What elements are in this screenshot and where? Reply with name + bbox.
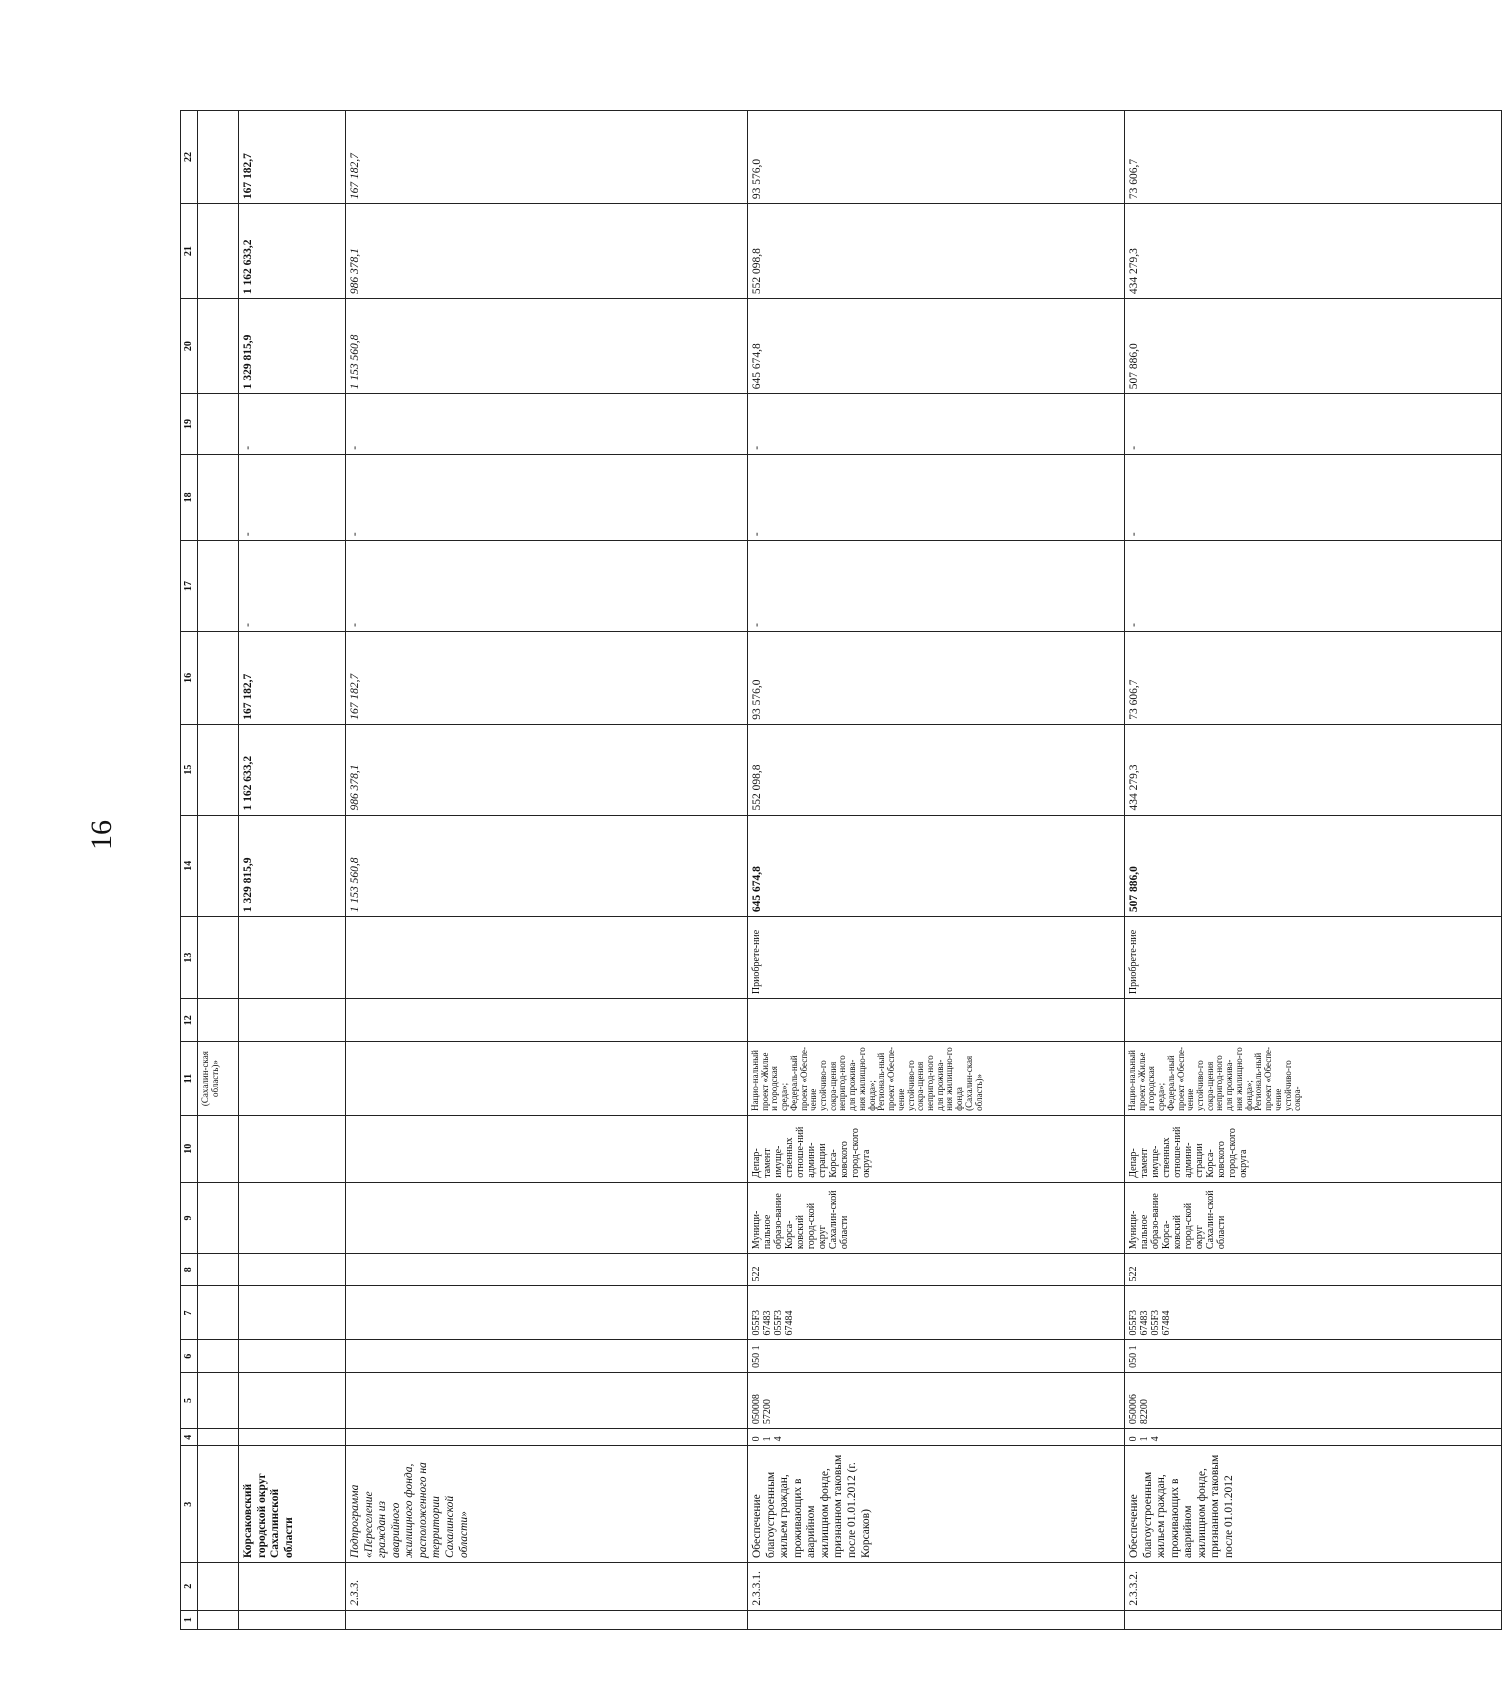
col-header: 2 xyxy=(181,1563,198,1611)
cell-item-number: 2.3.3. xyxy=(346,1563,748,1611)
cell-amount: 434 279,3 xyxy=(1125,204,1502,299)
cell-amount: 167 182,7 xyxy=(346,111,748,204)
cell-amount: - xyxy=(1125,541,1502,632)
cell-code: 055F3 67483 055F3 67484 xyxy=(1125,1286,1502,1340)
cell-amount: 507 886,0 xyxy=(1125,815,1502,917)
cell-municipal-entity: Муници-пальное образо-вание Корса-ковский город-ской округ Сахалин-ской области xyxy=(1125,1182,1502,1253)
col-header: 15 xyxy=(181,724,198,815)
col-header: 22 xyxy=(181,111,198,204)
cell-amount: 645 674,8 xyxy=(748,299,1125,394)
col-header: 8 xyxy=(181,1254,198,1286)
cell-amount: 73 606,7 xyxy=(1125,631,1502,724)
cell-amount: - xyxy=(346,541,748,632)
cell-code: 055F3 67483 055F3 67484 xyxy=(748,1286,1125,1340)
cell-item-number: 2.3.3.2. xyxy=(1125,1563,1502,1611)
cell-amount: 645 674,8 xyxy=(748,815,1125,917)
cell-amount: 1 153 560,8 xyxy=(346,815,748,917)
col-header: 1 xyxy=(181,1610,198,1629)
cell-amount: - xyxy=(748,454,1125,540)
col-header: 6 xyxy=(181,1340,198,1372)
cell-amount: 552 098,8 xyxy=(748,724,1125,815)
page-number: 16 xyxy=(85,820,118,850)
cell-amount: 93 576,0 xyxy=(748,631,1125,724)
cell-code: 0 1 4 xyxy=(1125,1429,1502,1446)
cell-municipal-entity: Муници-пальное образо-вание Корса-ковский город-ской округ Сахалин-ской области xyxy=(748,1182,1125,1253)
col-header: 5 xyxy=(181,1372,198,1428)
cell-amount: 167 182,7 xyxy=(346,631,748,724)
col-header: 9 xyxy=(181,1182,198,1253)
cell-amount: - xyxy=(346,394,748,455)
cell-code: 0 1 4 xyxy=(748,1429,1125,1446)
cell-amount: - xyxy=(1125,394,1502,455)
cell-amount: 986 378,1 xyxy=(346,204,748,299)
col-header: 10 xyxy=(181,1115,198,1182)
table-row xyxy=(748,111,1125,1630)
cell-department: Депар-тамент имуще-ственных отноше-ний админи-страции Корса-ковского город-ского округа xyxy=(748,1115,1125,1182)
cell-amount: 93 576,0 xyxy=(748,111,1125,204)
cell-method: Приобрете-ние xyxy=(748,917,1125,999)
col-header: 4 xyxy=(181,1429,198,1446)
cell-code: 050 1 xyxy=(748,1340,1125,1372)
cell-amount: 167 182,7 xyxy=(239,111,346,204)
cell-code: 050006 82200 xyxy=(1125,1372,1502,1428)
cell-measure: Обеспечение благоустроенным жильем граждан, проживающих в аварийном жилищном фонде, признанном таковым после 01.01.2012 (г. Корсаков) xyxy=(748,1446,1125,1563)
cell-amount: 507 886,0 xyxy=(1125,299,1502,394)
cell-amount: 986 378,1 xyxy=(346,724,748,815)
cell-code: 050 1 xyxy=(1125,1340,1502,1372)
cell-method: Приобрете-ние xyxy=(1125,917,1502,999)
cell-amount: - xyxy=(346,454,748,540)
cell-amount: 1 153 560,8 xyxy=(346,299,748,394)
cell-amount: 434 279,3 xyxy=(1125,724,1502,815)
budget-table-sheet xyxy=(180,110,1303,1630)
cell-item-number: 2.3.3.1. xyxy=(748,1563,1125,1611)
col-header: 12 xyxy=(181,999,198,1042)
cell-amount: 73 606,7 xyxy=(1125,111,1502,204)
cell-amount: - xyxy=(239,454,346,540)
table-row xyxy=(239,111,346,1630)
budget-table xyxy=(180,110,1502,1630)
cell-measure: Обеспечение благоустроенным жильем граждан, проживающих в аварийном жилищном фонде, признанном таковым после 01.01.2012 xyxy=(1125,1446,1502,1563)
cell-department: Депар-тамент имуще-ственных отноше-ний админи-страции Корса-ковского город-ского округа xyxy=(1125,1115,1502,1182)
col-header: 3 xyxy=(181,1446,198,1563)
cell-project: Нацио-нальный проект «Жилье и городская среда»; Федераль-ный проект «Обеспе-чение устойчиво-го сокра-щения непригод-ного для прожива-ния жилищно-го фонда»; Региональ-ный проект «Обеспе-чение устойчиво-го сокра- xyxy=(1125,1042,1502,1115)
cell-amount: 1 162 633,2 xyxy=(239,204,346,299)
col-header: 7 xyxy=(181,1286,198,1340)
cell-subprogram: Подпрограмма «Переселение граждан из аварийного жилищного фонда, расположенного на территории Сахалинской области» xyxy=(346,1446,748,1563)
col-header: 16 xyxy=(181,631,198,724)
table-row xyxy=(346,111,748,1630)
col-header: 11 xyxy=(181,1042,198,1115)
cell-amount: 1 329 815,9 xyxy=(239,299,346,394)
cell-amount: - xyxy=(748,394,1125,455)
col-header: 19 xyxy=(181,394,198,455)
cell-amount: 1 162 633,2 xyxy=(239,724,346,815)
cell-project: Нацио-нальный проект «Жилье и городская среда»; Федераль-ный проект «Обеспе-чение устойчиво-го сокра-щения непригод-ного для прожива-ния жилищно-го фонда»; Региональ-ный проект «Обеспе-чение устойчиво-го сокра-щения непригод-ного для прожива-ния жилищно-го фонда (Сахалин-ская область)» xyxy=(748,1042,1125,1115)
col-header: 21 xyxy=(181,204,198,299)
col-header: 18 xyxy=(181,454,198,540)
cell-code: 522 xyxy=(748,1254,1125,1286)
col-header: 14 xyxy=(181,815,198,917)
table-row xyxy=(198,111,239,1630)
table-row xyxy=(1125,111,1502,1630)
cell-amount: 552 098,8 xyxy=(748,204,1125,299)
col-header: 20 xyxy=(181,299,198,394)
cell-amount: - xyxy=(239,541,346,632)
col-header: 17 xyxy=(181,541,198,632)
cell-program-continuation: (Сахалин-ская область)» xyxy=(198,1042,239,1115)
cell-amount: - xyxy=(748,541,1125,632)
cell-amount: - xyxy=(1125,454,1502,540)
cell-amount: 167 182,7 xyxy=(239,631,346,724)
col-header: 13 xyxy=(181,917,198,999)
cell-code: 050008 57200 xyxy=(748,1372,1125,1428)
column-number-row xyxy=(181,111,198,1630)
cell-amount: - xyxy=(239,394,346,455)
cell-amount: 1 329 815,9 xyxy=(239,815,346,917)
cell-code: 522 xyxy=(1125,1254,1502,1286)
cell-municipality: Корсаковский городской округ Сахалинской области xyxy=(239,1446,346,1563)
